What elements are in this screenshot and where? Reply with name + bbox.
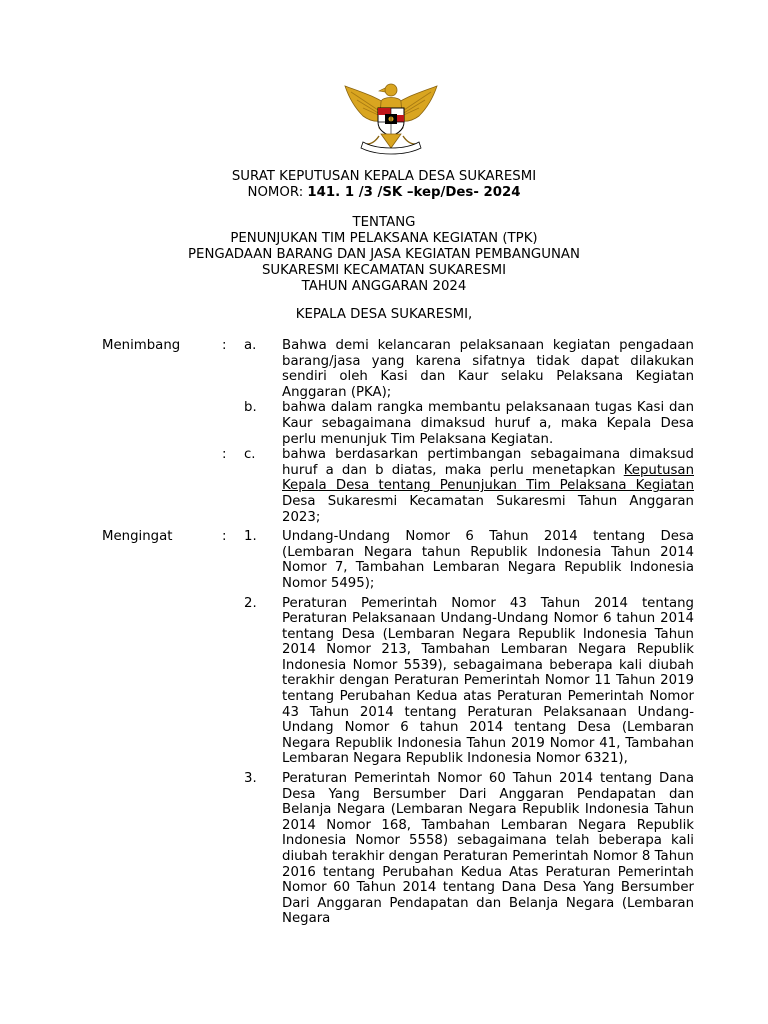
item-text-part: bahwa berdasarkan pertimbangan sebagaimana dimaksud huruf a dan b diatas, maka perlu menetapkan	[282, 447, 694, 478]
issuer-title: KEPALA DESA SUKARESMI,	[295, 307, 473, 322]
underlined-decree-title: Keputusan Kepala Desa tentang Penunjukan Tim Pelaksana Kegiatan	[282, 462, 694, 494]
number-label: NOMOR:	[247, 185, 308, 200]
menimbang-item	[102, 447, 702, 525]
menimbang-item	[102, 338, 702, 400]
subject-line: TAHUN ANGGARAN 2024	[301, 279, 467, 294]
title-block	[0, 169, 768, 201]
item-text: Undang-Undang Nomor 6 Tahun 2014 tentang Desa (Lembaran Negara tahun Republik Indonesia Tahun 2014 Nomor 7, Tambahan Lembaran Negara Republik Indonesia Nomor 5495);	[282, 529, 694, 591]
item-text: Peraturan Pemerintah Nomor 60 Tahun 2014 tentang Dana Desa Yang Bersumber Dari Anggaran Pendapatan dan Belanja Negara (Lembaran Negara Republik Indonesia Tahun 2014 Nomor 168, Tambahan Lembaran Negara Republik Indonesia Nomor 5558) sebagaimana telah beberapa kali diubah terakhir dengan Peraturan Pemerintah Nomor 8 Tahun 2016 tentang Perubahan Kedua Atas Peraturan Pemerintah Nomor 60 Tahun 2014 tentang Dana Desa Yang Bersumber Dari Anggaran Pendapatan dan Belanja Negara (Lembaran Negara	[282, 771, 694, 927]
subject-block	[0, 215, 768, 295]
item-text-part: Desa Sukaresmi Kecamatan Sukaresmi Tahun Anggaran 2023;	[282, 493, 694, 525]
item-marker: b.	[244, 400, 257, 416]
document-title: SURAT KEPUTUSAN KEPALA DESA SUKARESMI	[231, 169, 537, 184]
item-marker: 2.	[244, 595, 257, 611]
item-text	[282, 447, 694, 525]
colon: :	[222, 338, 227, 353]
item-text: Peraturan Pemerintah Nomor 43 Tahun 2014 tentang Peraturan Pelaksanaan Undang-Undang Nomor 6 tahun 2014 tentang Desa (Lembaran Negara Republik Indonesia Tahun 2014 Nomor 213, Tambahan Lembaran Negara Republik Indonesia Nomor 5539), sebagaimana beberapa kali diubah terakhir dengan Peraturan Pemerintah Nomor 11 Tahun 2019 tentang Perubahan Kedua atas Peraturan Pemerintah Nomor 43 Tahun 2014 tentang Peraturan Pelaksanaan Undang-Undang Nomor 6 tahun 2014 tentang Desa (Lembaran Negara Republik Indonesia Tahun 2019 Nomor 41, Tambahan Lembaran Negara Republik Indonesia Nomor 6321),	[282, 595, 694, 767]
item-marker: 1.	[244, 529, 257, 545]
mengingat-item	[102, 596, 702, 768]
tentang-heading: TENTANG	[352, 215, 416, 230]
menimbang-item	[102, 400, 702, 447]
document-number	[0, 185, 768, 201]
mengingat-item	[102, 771, 702, 927]
item-text: bahwa dalam rangka membantu pelaksanaan tugas Kasi dan Kaur sebagaimana dimaksud huruf a, maka Kepala Desa perlu menunjuk Tim Pelaksana Kegiatan.	[282, 400, 694, 447]
subject-line: PENGADAAN BARANG DAN JASA KEGIATAN PEMBANGUNAN	[188, 247, 580, 262]
decree-body	[102, 338, 702, 927]
colon: :	[222, 529, 227, 545]
number-value: 141. 1 /3 /SK –kep/Des- 2024	[307, 185, 521, 200]
item-marker: a.	[244, 338, 257, 353]
subject-line: SUKARESMI KECAMATAN SUKARESMI	[261, 263, 507, 278]
garuda-emblem-icon	[341, 78, 441, 158]
item-marker: 3.	[244, 771, 257, 787]
item-text: Bahwa demi kelancaran pelaksanaan kegiatan pengadaan barang/jasa yang karena sifatnya tidak dapat dilakukan sendiri oleh Kasi dan Kaur selaku Pelaksana Kegiatan Anggaran (PKA);	[282, 338, 694, 400]
mengingat-item	[102, 529, 702, 591]
colon: :	[222, 447, 227, 463]
mengingat-label: Mengingat	[102, 529, 173, 545]
issuer-block	[0, 307, 768, 323]
menimbang-label: Menimbang	[102, 338, 181, 353]
subject-line: PENUNJUKAN TIM PELAKSANA KEGIATAN (TPK)	[230, 231, 538, 246]
item-marker: c.	[244, 447, 256, 463]
